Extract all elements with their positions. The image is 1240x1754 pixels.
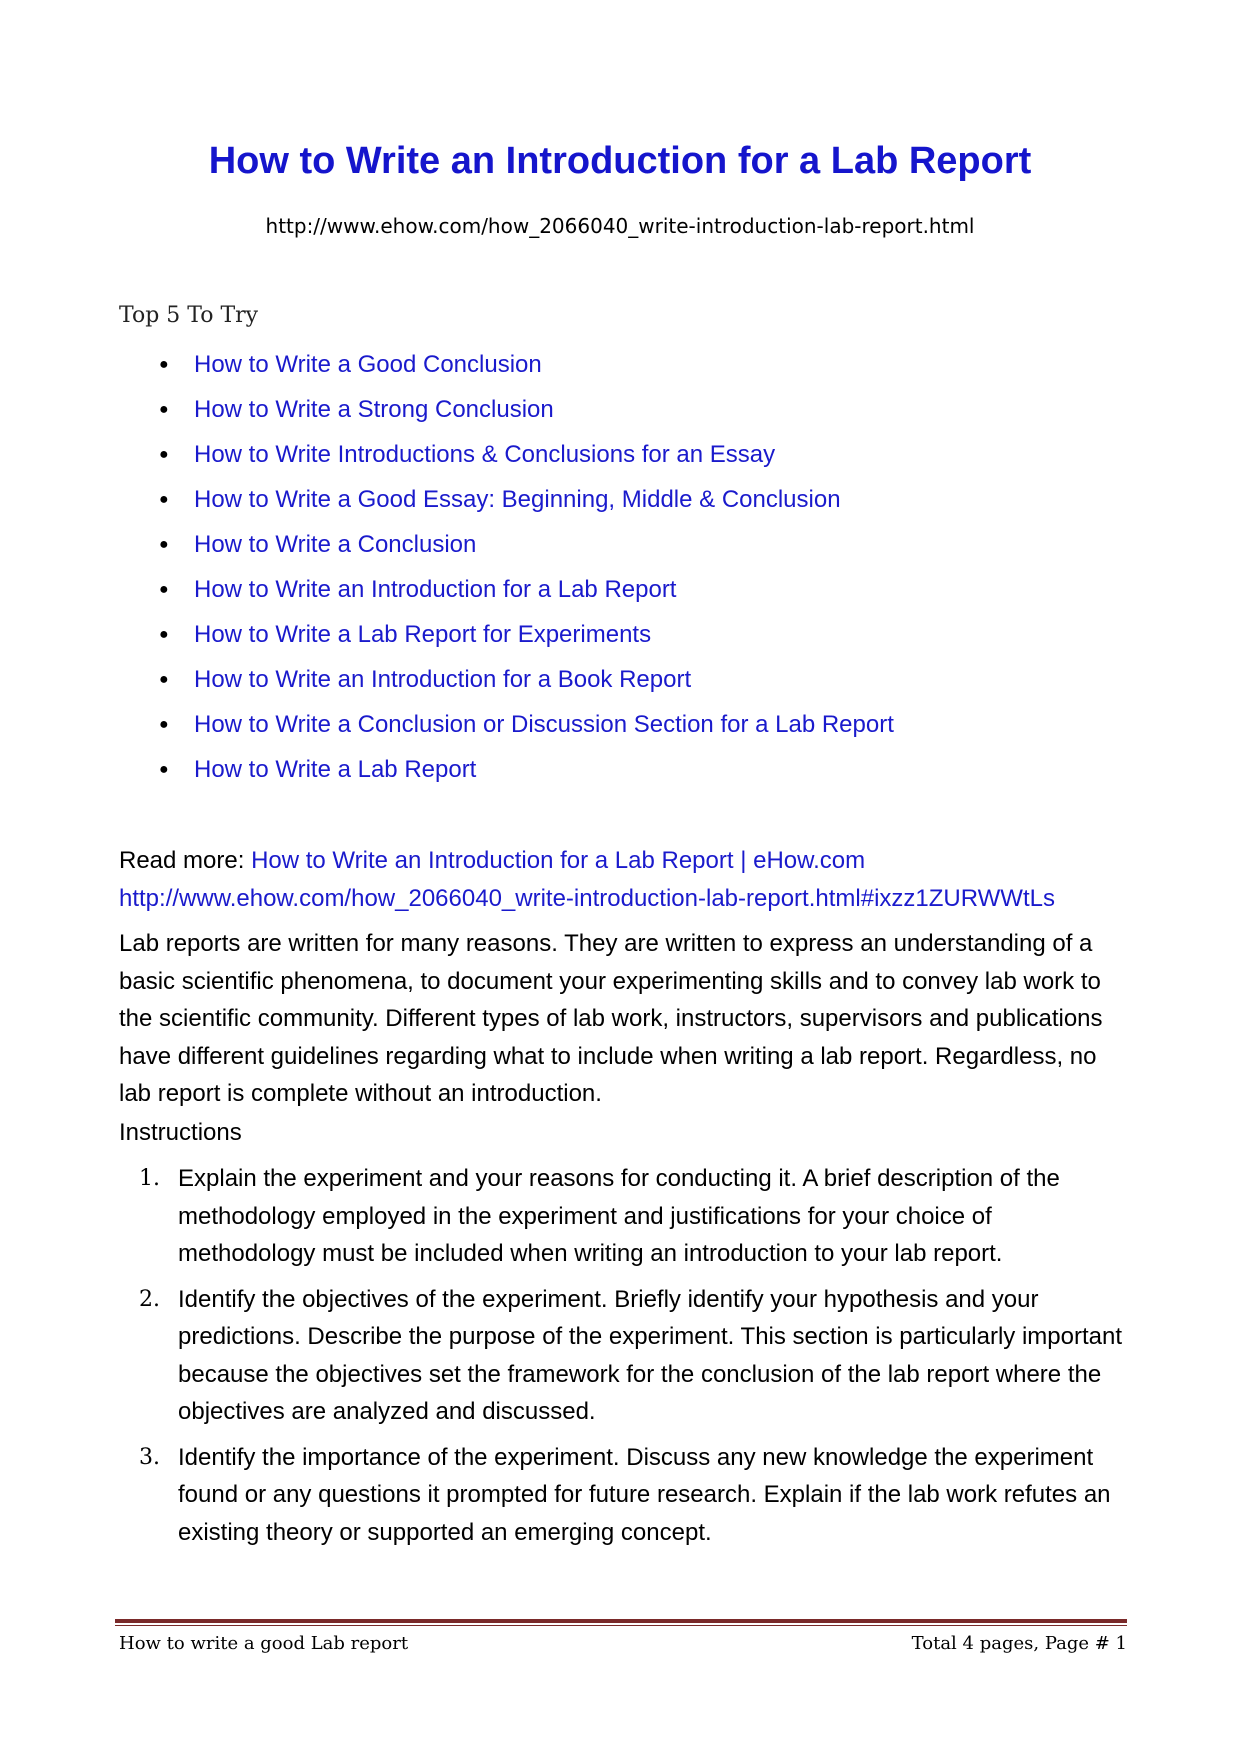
page-title: How to Write an Introduction for a Lab Report bbox=[208, 140, 1032, 182]
list-item bbox=[0, 1281, 1240, 1431]
related-link[interactable]: How to Write a Lab Report bbox=[194, 756, 477, 783]
related-link[interactable]: How to Write Introductions & Conclusions for an Essay bbox=[194, 441, 776, 468]
source-url: http://www.ehow.com/how_2066040_write-introduction-lab-report.html bbox=[265, 214, 975, 238]
list-item bbox=[0, 345, 1240, 390]
bullet-icon: ● bbox=[159, 536, 169, 553]
bullet-icon: ● bbox=[159, 761, 169, 778]
related-link[interactable]: How to Write a Good Conclusion bbox=[194, 351, 542, 378]
list-item bbox=[0, 570, 1240, 615]
bullet-icon: ● bbox=[159, 356, 169, 373]
bullet-icon: ● bbox=[159, 581, 169, 598]
list-item bbox=[0, 615, 1240, 660]
related-link[interactable]: How to Write an Introduction for a Lab Report bbox=[194, 576, 677, 603]
list-item bbox=[0, 660, 1240, 705]
read-more-label: Read more: bbox=[119, 847, 252, 874]
related-link[interactable]: How to Write a Good Essay: Beginning, Middle & Conclusion bbox=[194, 486, 841, 513]
bullet-icon: ● bbox=[159, 716, 169, 733]
instructions-list bbox=[0, 1160, 1240, 1559]
list-item bbox=[0, 390, 1240, 435]
step-number: 1. bbox=[139, 1166, 160, 1191]
list-item bbox=[0, 705, 1240, 750]
top-list-heading: Top 5 To Try bbox=[119, 303, 259, 328]
related-link[interactable]: How to Write a Conclusion bbox=[194, 531, 477, 558]
bullet-icon: ● bbox=[159, 401, 169, 418]
top-list bbox=[0, 345, 1240, 795]
list-item bbox=[0, 435, 1240, 480]
intro-paragraph: Lab reports are written for many reasons. They are written to express an understanding of a basic scientific phenomena, to document your experimenting skills and to convey lab work to the scientific community. Different types of lab work, instructors, supervisors and publications have different guidelines regarding what to include when writing a lab report. Regardless, no lab report is complete without an introduction. bbox=[119, 930, 1103, 1107]
read-more-url[interactable]: http://www.ehow.com/how_2066040_write-introduction-lab-report.html#ixzz1ZURWWtLs bbox=[119, 885, 1055, 912]
list-item bbox=[0, 1160, 1240, 1273]
list-item bbox=[0, 480, 1240, 525]
bullet-icon: ● bbox=[159, 671, 169, 688]
read-more-link[interactable]: How to Write an Introduction for a Lab Report | eHow.com bbox=[251, 847, 866, 874]
bullet-icon: ● bbox=[159, 626, 169, 643]
related-link[interactable]: How to Write a Conclusion or Discussion Section for a Lab Report bbox=[194, 711, 894, 738]
page-number: Total 4 pages, Page # 1 bbox=[911, 1633, 1127, 1654]
related-link[interactable]: How to Write a Strong Conclusion bbox=[194, 396, 554, 423]
related-link[interactable]: How to Write an Introduction for a Book Report bbox=[194, 666, 692, 693]
footer-title: How to write a good Lab report bbox=[119, 1633, 409, 1654]
instructions-heading: Instructions bbox=[119, 1119, 242, 1146]
step-text: Identify the importance of the experiment. Discuss any new knowledge the experiment found or any questions it prompted for future research. Explain if the lab work refutes an existing theory or supported an emerging concept. bbox=[178, 1443, 1111, 1546]
step-number: 3. bbox=[139, 1444, 160, 1470]
list-item bbox=[0, 1439, 1240, 1552]
step-number: 2. bbox=[139, 1286, 160, 1312]
list-item bbox=[0, 750, 1240, 795]
footer-divider bbox=[115, 1619, 1127, 1626]
step-text: Identify the objectives of the experiment. Briefly identify your hypothesis and your predictions. Describe the purpose of the experiment. This section is particularly important because the objectives set the framework for the conclusion of the lab report where the objectives are analyzed and discussed. bbox=[178, 1285, 1123, 1425]
bullet-icon: ● bbox=[159, 491, 169, 508]
read-more bbox=[119, 842, 1055, 918]
step-text: Explain the experiment and your reasons for conducting it. A brief description of the methodology employed in the experiment and justifications for your choice of methodology must be included when writing an introduction to your lab report. bbox=[178, 1165, 1060, 1267]
bullet-icon: ● bbox=[159, 446, 169, 463]
related-link[interactable]: How to Write a Lab Report for Experiments bbox=[194, 621, 652, 648]
list-item bbox=[0, 525, 1240, 570]
